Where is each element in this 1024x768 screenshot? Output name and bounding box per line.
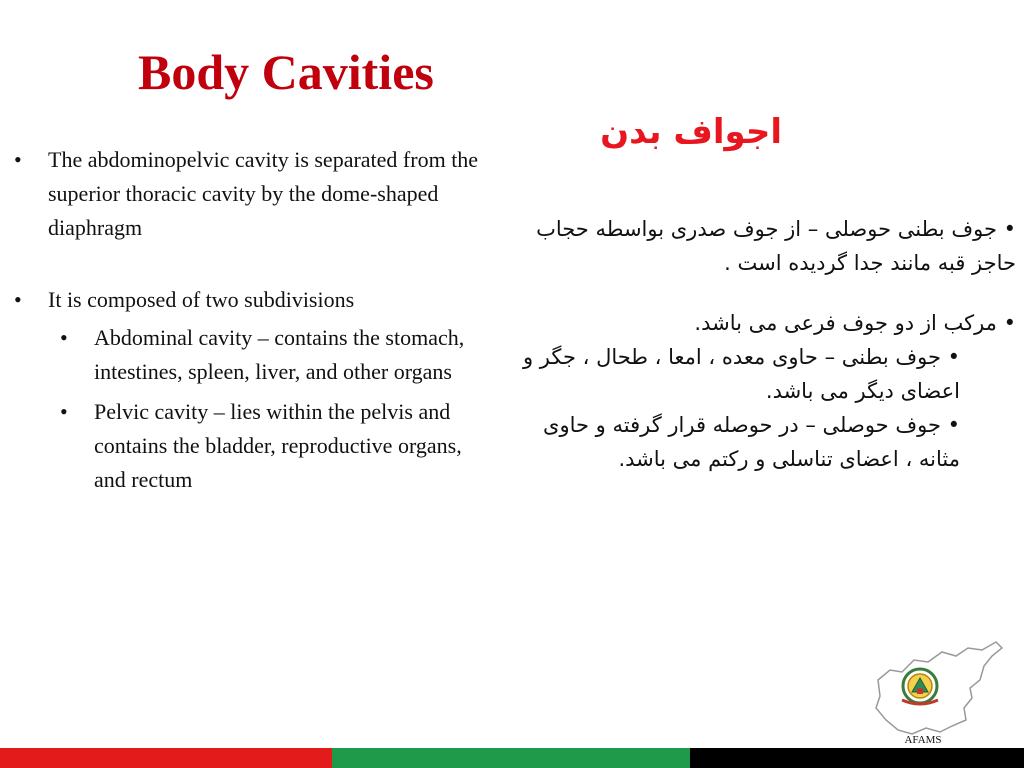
sub-bullet-item: [14, 321, 496, 389]
bullet-item: [14, 143, 496, 245]
persian-content: [512, 212, 1016, 476]
footer-stripe-black: [690, 748, 1024, 768]
bullet-dot-icon: •: [60, 325, 68, 350]
slide-title-persian: اجواف بدن: [600, 112, 782, 152]
bullet-dot-icon: •: [14, 147, 22, 172]
afghanistan-map-emblem-icon: [868, 636, 1008, 748]
sub-bullet-list: [14, 321, 496, 497]
footer-stripes: [0, 748, 1024, 768]
persian-sub-paragraph: • جوف حوصلی – در حوصله قرار گرفته و حاوی مثانه ، اعضای تناسلی و رکتم می باشد.: [543, 413, 960, 471]
persian-paragraph: • مرکب از دو جوف فرعی می باشد.: [694, 311, 1016, 335]
sub-bullet-item: [14, 395, 496, 497]
english-bullet-list: [14, 143, 496, 497]
footer-stripe-red: [0, 748, 332, 768]
bullet-dot-icon: •: [60, 399, 68, 424]
bullet-dot-icon: •: [14, 287, 22, 312]
sub-bullet-text: Pelvic cavity – lies within the pelvis and contains the bladder, reproductive organs, and rectum: [94, 399, 462, 492]
bullet-text: It is composed of two subdivisions: [48, 287, 355, 312]
persian-sub-paragraph: • جوف بطنی – حاوی معده ، امعا ، طحال ، جگر و اعضای دیگر می باشد.: [522, 345, 960, 403]
sub-bullet-text: Abdominal cavity – contains the stomach, intestines, spleen, liver, and other organs: [94, 325, 465, 384]
bullet-item: [14, 283, 496, 497]
english-content: [14, 143, 496, 503]
bullet-text: The abdominopelvic cavity is separated from the superior thoracic cavity by the dome-shaped diaphragm: [48, 147, 479, 240]
logo-label: AFAMS: [904, 734, 942, 746]
slide-title: Body Cavities: [138, 44, 434, 100]
persian-paragraph: • جوف بطنی حوصلی – از جوف صدری بواسطه حجاب حاجز قبه مانند جدا گردیده است .: [536, 217, 1016, 275]
footer-stripe-green: [332, 748, 690, 768]
